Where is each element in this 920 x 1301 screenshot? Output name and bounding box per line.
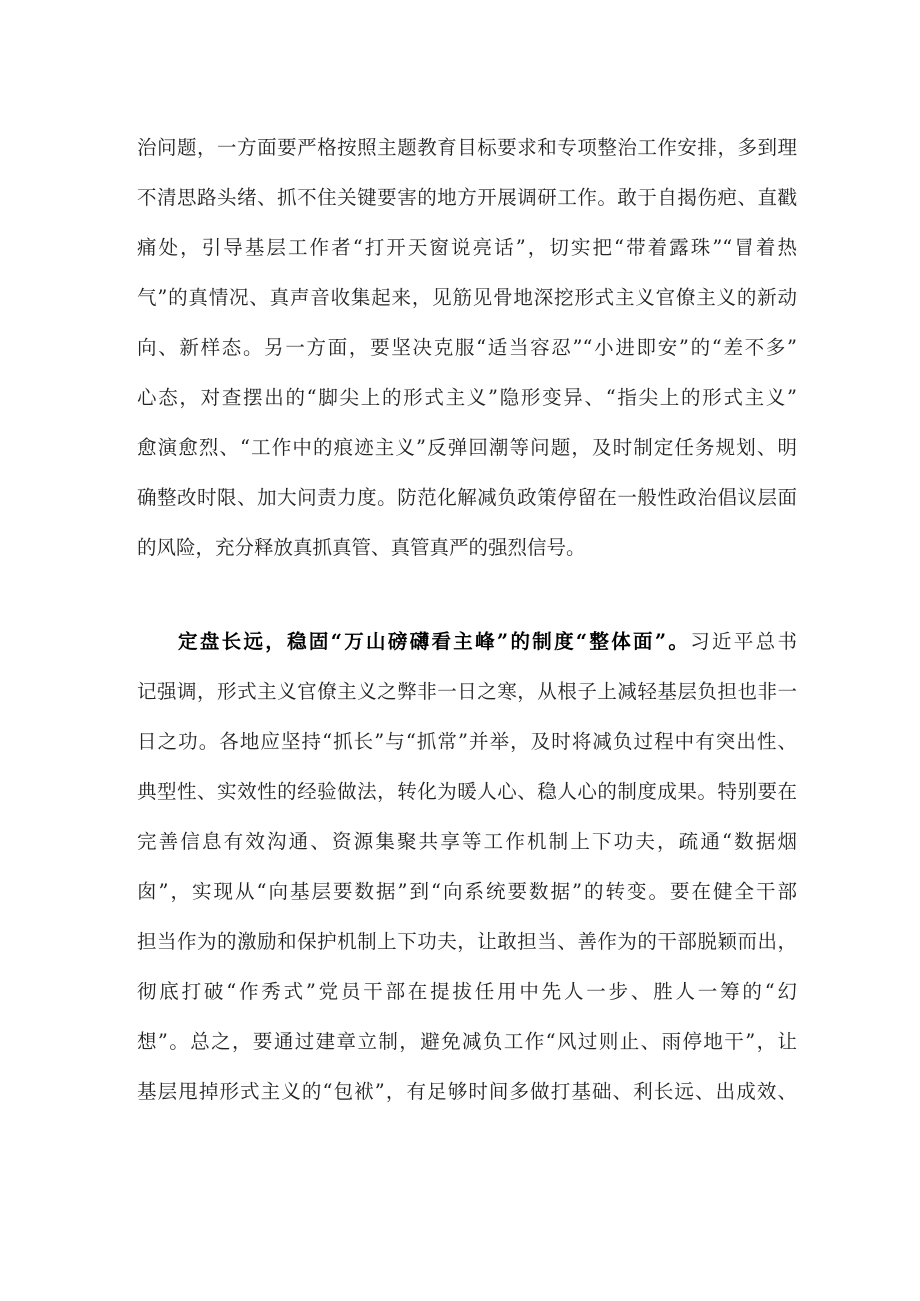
paragraph-line: 完善信息有效沟通、资源集聚共享等工作机制上下功夫，疏通“数据烟: [137, 830, 797, 853]
paragraph-heading: 定盘长远，稳固“万山磅礴看主峰”的制度“整体面”。: [178, 630, 691, 653]
paragraph-line: 确整改时限、加大问责力度。防范化解减负政策停留在一般性政治倡议层面: [137, 486, 797, 509]
paragraph-line: 记强调，形式主义官僚主义之弊非一日之寒，从根子上减轻基层负担也非一: [137, 680, 797, 703]
paragraph-line: 日之功。各地应坚持“抓长”与“抓常”并举，及时将减负过程中有突出性、: [137, 730, 797, 753]
paragraph-first-line-text: 习近平总书: [690, 630, 797, 653]
paragraph-2: [137, 617, 797, 1117]
paragraph-spacer: [137, 573, 797, 617]
paragraph-1: [137, 123, 797, 573]
paragraph-line: 痛处，引导基层工作者“打开天窗说亮话”，切实把“带着露珠”“冒着热: [137, 236, 797, 259]
paragraph-line: 彻底打破“作秀式”党员干部在提拔任用中先人一步、胜人一筹的“幻: [137, 980, 797, 1003]
paragraph-line: 基层甩掉形式主义的“包袱”，有足够时间多做打基础、利长远、出成效、: [137, 1080, 797, 1103]
paragraph-line: 心态，对查摆出的“脚尖上的形式主义”隐形变异、“指尖上的形式主义”: [137, 386, 797, 409]
paragraph-line: 气”的真情况、真声音收集起来，见筋见骨地深挖形式主义官僚主义的新动: [137, 286, 797, 309]
paragraph-line: 担当作为的激励和保护机制上下功夫，让敢担当、善作为的干部脱颖而出，: [137, 930, 797, 953]
paragraph-line: 典型性、实效性的经验做法，转化为暖人心、稳人心的制度成果。特别要在: [137, 780, 797, 803]
paragraph-line: 愈演愈烈、“工作中的痕迹主义”反弹回潮等问题，及时制定任务规划、明: [137, 436, 797, 459]
paragraph-line: 的风险，充分释放真抓真管、真管真严的强烈信号。: [137, 536, 586, 559]
paragraph-first-line: [137, 617, 797, 667]
paragraph-line: 囱”，实现从“向基层要数据”到“向系统要数据”的转变。要在健全干部: [137, 880, 797, 903]
document-body: [137, 123, 797, 1117]
paragraph-line: 治问题，一方面要严格按照主题教育目标要求和专项整治工作安排，多到理: [137, 136, 797, 159]
paragraph-line: 向、新样态。另一方面，要坚决克服“适当容忍”“小进即安”的“差不多”: [137, 336, 797, 359]
paragraph-line: 不清思路头绪、抓不住关键要害的地方开展调研工作。敢于自揭伤疤、直戳: [137, 186, 797, 209]
paragraph-line: 想”。总之，要通过建章立制，避免减负工作“风过则止、雨停地干”，让: [137, 1030, 797, 1053]
